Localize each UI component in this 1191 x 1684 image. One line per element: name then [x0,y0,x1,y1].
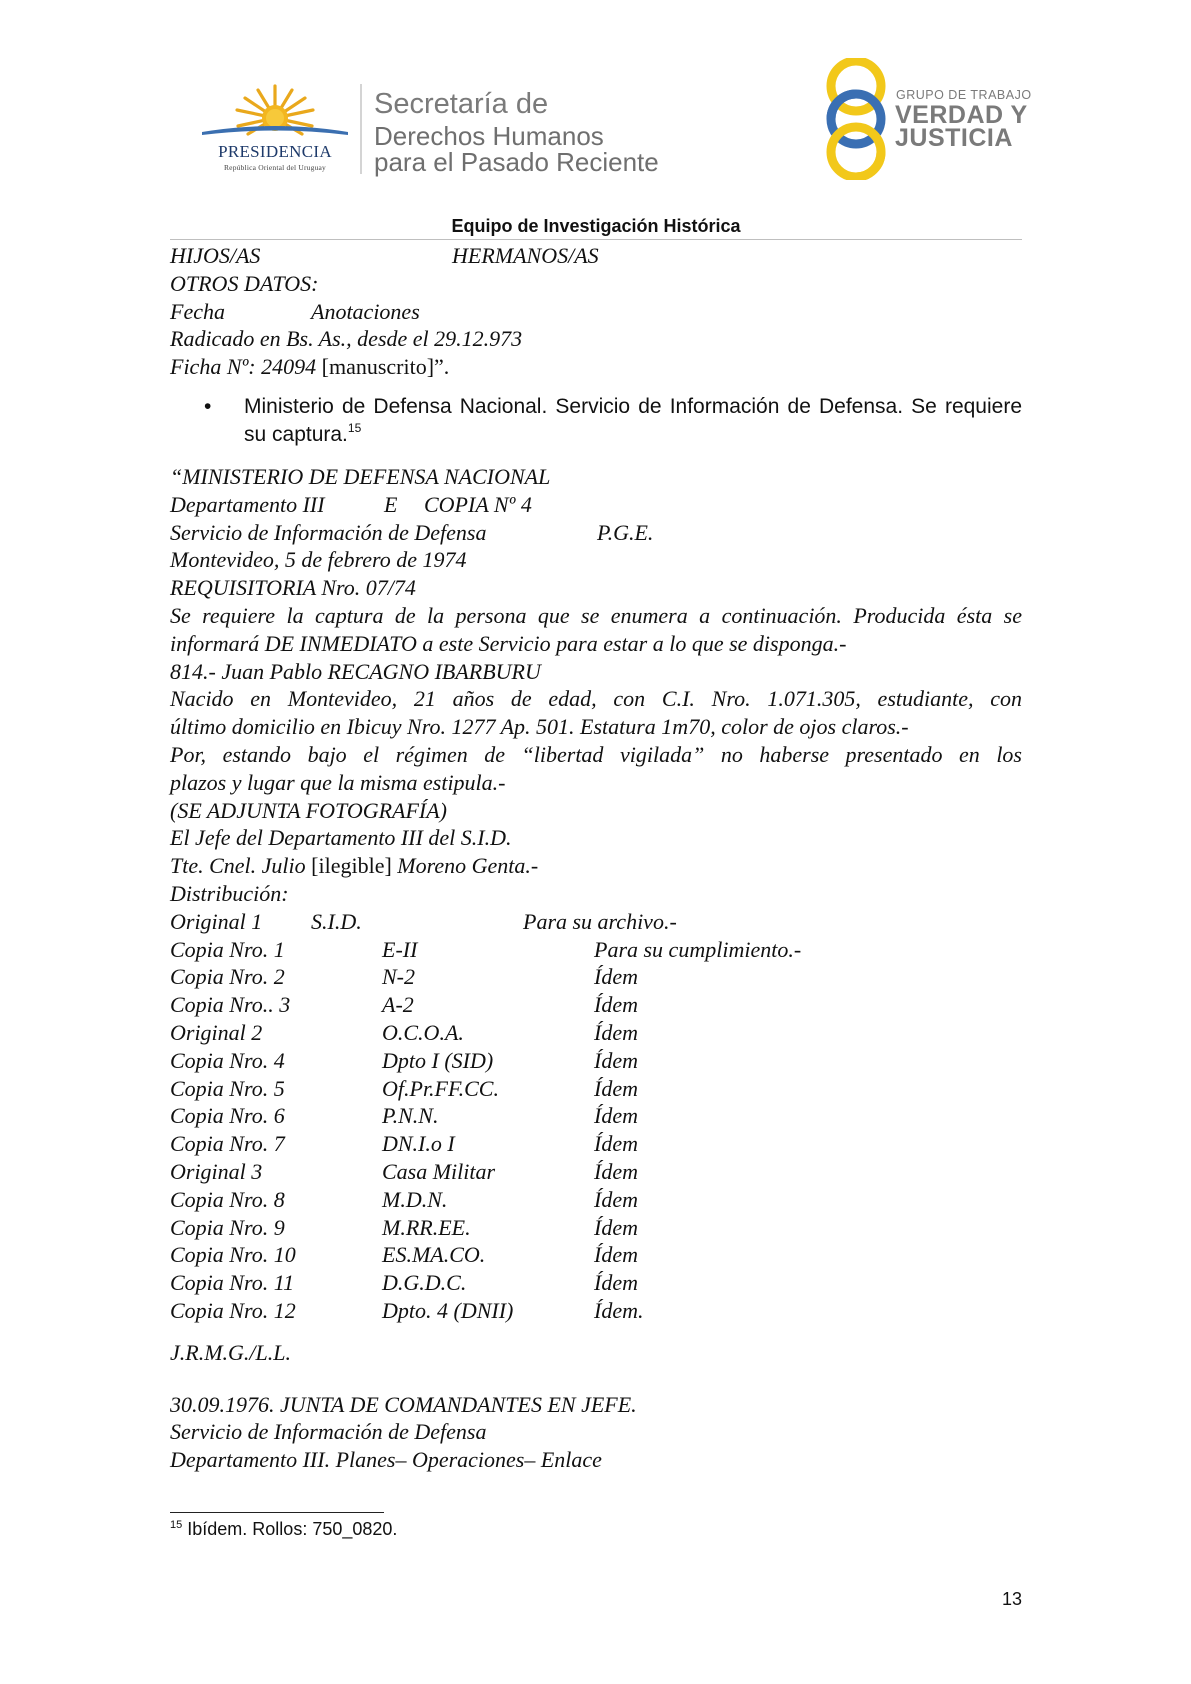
footnote-rule [170,1512,384,1513]
distribution-recipient: Copia Nro. 6 [170,1103,285,1129]
servicio-line [170,519,1022,547]
distribution-unit: Casa Militar [382,1158,496,1184]
requisitoria-block [170,463,1022,1474]
departamento-label: Departamento III [170,491,325,517]
distribution-purpose: Ídem [594,1019,638,1045]
signature-illegible: [ilegible] [311,853,392,879]
ministerio-heading: “MINISTERIO DE DEFENSA NACIONAL [170,464,551,489]
header-rule [170,239,1022,240]
fecha-documento: Montevideo, 5 de febrero de 1974 [170,547,467,573]
distribution-recipient: Copia Nro. 11 [170,1270,295,1296]
header-divider [360,84,362,174]
distribution-first-b: S.I.D. [311,908,362,934]
distribution-row [170,1214,1022,1242]
requisitoria-number: REQUISITORIA Nro. 07/74 [170,575,416,601]
distribution-purpose: Ídem [594,1186,638,1212]
distribution-unit: Dpto I (SID) [382,1047,494,1073]
distribution-row [170,1019,1022,1047]
distribution-recipient: Copia Nro. 9 [170,1214,285,1240]
distribution-unit: Of.Pr.FF.CC. [382,1075,499,1101]
bullet-text-wrap [244,393,1022,449]
servicio-label: Servicio de Información de Defensa [170,519,487,545]
distribution-purpose: Para su cumplimiento.- [594,936,802,962]
fecha-label: Fecha [170,298,225,324]
presidencia-subtitle: República Oriental del Uruguay [223,163,326,172]
distribution-purpose: Ídem [594,1075,638,1101]
distribution-unit: E-II [382,936,418,962]
distribution-first-a: Original 1 [170,908,263,934]
distribution-recipient: Copia Nro. 12 [170,1297,296,1323]
body-line-6: plazos y lugar que la misma estipula.- [170,769,506,795]
distribution-purpose: Ídem [594,1158,638,1184]
initials: J.R.M.G./L.L. [170,1339,291,1365]
distribution-unit: D.G.D.C. [382,1270,467,1296]
grupo-trabajo-label: GRUPO DE TRABAJO [896,88,1032,102]
distribution-purpose: Ídem [594,1047,638,1073]
foto-note: (SE ADJUNTA FOTOGRAFÍA) [170,797,448,823]
ficha-number: Ficha Nº: 24094 [170,354,317,380]
team-title: Equipo de Investigación Histórica [451,216,741,236]
fecha-line [170,298,1022,326]
distribution-recipient: Copia Nro. 2 [170,964,285,990]
footnote-number: 15 [170,1519,183,1531]
distribution-row [170,936,1022,964]
person-name: 814.- Juan Pablo RECAGNO IBARBURU [170,658,541,684]
departamento-e: E [384,491,398,517]
hijos-label: HIJOS/AS [170,243,261,268]
bullet-text: Ministerio de Defensa Nacional. Servicio de Información de Defensa. Se requiere su captura. [244,395,1022,446]
bullet-item [204,393,1022,449]
distribution-recipient: Copia Nro.. 3 [170,992,291,1018]
verdad-justicia-rings-logo [818,58,894,180]
junta-line-3: Departamento III. Planes– Operaciones– Enlace [170,1447,602,1473]
distribution-row [170,1102,1022,1130]
distribution-unit: O.C.O.A. [382,1019,464,1045]
distribution-row [170,1158,1022,1186]
distribution-row [170,1130,1022,1158]
distribution-recipient: Original 3 [170,1158,263,1184]
body-line-2: informará DE INMEDIATO a este Servicio para estar a lo que se disponga.- [170,630,847,656]
distribution-unit: DN.I.o I [382,1131,455,1157]
body-line-4: último domicilio en Ibicuy Nro. 1277 Ap. 501. Estatura 1m70, color de ojos claros.- [170,714,909,740]
distribution-unit: P.N.N. [382,1103,439,1129]
spacer [170,1367,1022,1391]
distribution-unit: M.RR.EE. [382,1214,471,1240]
distribution-row [170,963,1022,991]
distribution-purpose: Ídem [594,992,638,1018]
distribution-unit: M.D.N. [382,1186,448,1212]
distribution-purpose: Ídem [594,1131,638,1157]
junta-line-1: 30.09.1976. JUNTA DE COMANDANTES EN JEFE. [170,1391,637,1417]
distribution-purpose: Ídem [594,1103,638,1129]
distribution-recipient: Copia Nro. 4 [170,1047,285,1073]
hermanos-label: HERMANOS/AS [452,243,599,268]
distribution-purpose: Ídem [594,964,638,990]
footnote-text: Ibídem. Rollos: 750_0820. [187,1519,398,1539]
distribution-unit: N-2 [382,964,415,990]
distribution-recipient: Copia Nro. 10 [170,1242,296,1268]
distribution-recipient: Copia Nro. 1 [170,936,285,962]
secretaria-title-line3: para el Pasado Reciente [374,147,659,177]
distribution-first-c: Para su archivo.- [523,908,677,934]
junta-line-2: Servicio de Información de Defensa [170,1419,487,1445]
secretaria-title-line1: Secretaría de [374,88,549,120]
departamento-line [170,491,1022,519]
distribution-first-row [170,908,1022,936]
distribucion-label: Distribución: [170,880,289,906]
distribution-table [170,936,1022,1325]
distribution-purpose: Ídem [594,1214,638,1240]
distribution-row [170,1075,1022,1103]
distribution-purpose: Ídem. [594,1297,644,1323]
signature-name: Moreno Genta.- [397,853,539,879]
pge-label: P.G.E. [597,519,654,545]
jefe-line: El Jefe del Departamento III del S.I.D. [170,825,512,851]
footnote-ref[interactable]: 15 [347,421,362,435]
body-line-1: Se requiere la captura de la persona que se enumera a continuación. Producida ésta se [170,602,1022,628]
page-number: 13 [1001,1589,1022,1609]
bullet-icon: • [204,395,212,418]
verdad-label: VERDAD Y [895,101,1028,129]
spacer [170,1325,1022,1339]
otros-datos-label: OTROS DATOS: [170,270,319,296]
radicado-line: Radicado en Bs. As., desde el 29.12.973 [170,326,523,352]
distribution-recipient: Original 2 [170,1019,263,1045]
signature-rank: Tte. Cnel. Julio [170,853,306,879]
distribution-recipient: Copia Nro. 7 [170,1131,285,1157]
copia-label: COPIA Nº 4 [424,491,532,517]
distribution-row [170,1269,1022,1297]
ficha-line [170,353,1022,381]
secretaria-title-line2: Derechos Humanos [374,121,604,151]
distribution-recipient: Copia Nro. 8 [170,1186,285,1212]
anotaciones-label: Anotaciones [311,298,420,324]
distribution-unit: ES.MA.CO. [382,1242,486,1268]
distribution-row [170,1186,1022,1214]
record-block [170,242,1022,381]
distribution-row [170,1047,1022,1075]
footnote [170,1519,397,1540]
distribution-unit: A-2 [382,992,414,1018]
signature-line [170,852,1022,880]
distribution-row [170,1297,1022,1325]
distribution-unit: Dpto. 4 (DNII) [382,1297,514,1323]
body-line-3: Nacido en Montevideo, 21 años de edad, con C.I. Nro. 1.071.305, estudiante, con [170,686,1022,712]
distribution-row [170,1241,1022,1269]
body-line-5: Por, estando bajo el régimen de “libertad vigilada” no haberse presentado en los [170,741,1022,767]
distribution-purpose: Ídem [594,1270,638,1296]
distribution-purpose: Ídem [594,1242,638,1268]
presidencia-name: PRESIDENCIA [218,142,332,161]
distribution-row [170,991,1022,1019]
ficha-note: [manuscrito]”. [321,354,450,380]
justicia-label: JUSTICIA [895,124,1013,152]
distribution-recipient: Copia Nro. 5 [170,1075,285,1101]
family-line [170,242,1022,270]
